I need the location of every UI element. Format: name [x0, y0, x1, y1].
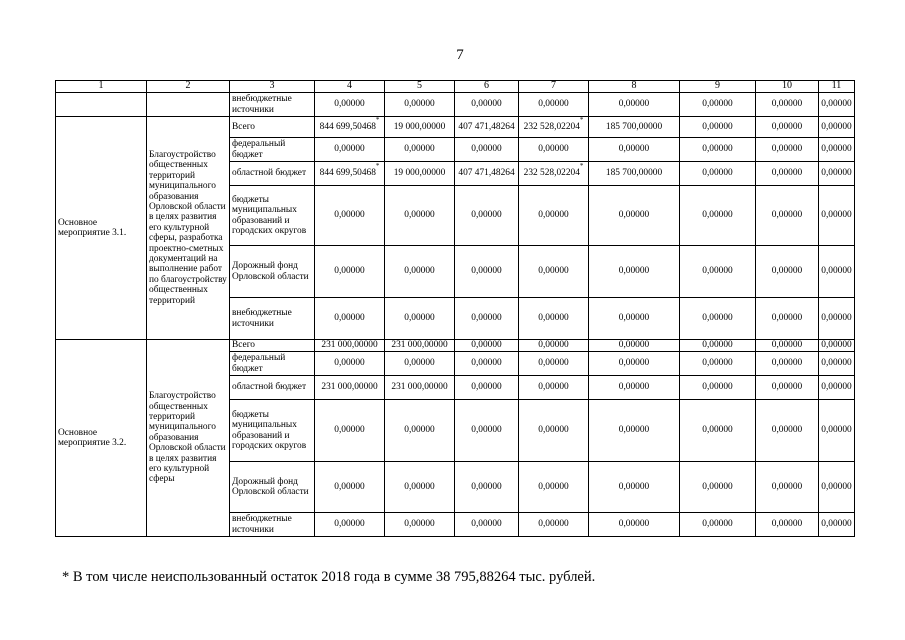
value-cell: 0,00000	[756, 93, 819, 117]
value-cell: 0,00000	[315, 93, 385, 117]
funding-table	[55, 80, 855, 537]
funding-source: Дорожный фонд Орловской области	[230, 462, 315, 513]
value-cell: 0,00000	[589, 186, 680, 246]
table-row	[56, 93, 855, 117]
value-cell: 0,00000	[455, 400, 519, 462]
empty-cell	[56, 93, 147, 117]
value-cell: 0,00000	[315, 352, 385, 376]
value-cell: 0,00000	[680, 513, 756, 537]
value-cell: 0,00000	[680, 298, 756, 340]
value-cell: 185 700,00000	[589, 117, 680, 138]
measure-name: Основное мероприятие 3.2.	[56, 340, 147, 537]
value-cell: 0,00000	[680, 340, 756, 352]
funding-source: федеральный бюджет	[230, 138, 315, 162]
column-number: 6	[455, 81, 519, 93]
value-cell: 0,00000	[756, 352, 819, 376]
column-number: 10	[756, 81, 819, 93]
value-cell: 0,00000	[589, 298, 680, 340]
value-cell: 0,00000	[819, 340, 855, 352]
value-cell: 232 528,02204*	[519, 162, 589, 186]
column-number: 2	[147, 81, 230, 93]
footnote: * В том числе неиспользованный остаток 2018 года в сумме 38 795,88264 тыс. рублей.	[62, 569, 596, 585]
value-cell: 0,00000	[315, 400, 385, 462]
funding-source: внебюджетные источники	[230, 93, 315, 117]
value-cell: 0,00000	[756, 340, 819, 352]
value-cell: 0,00000	[756, 462, 819, 513]
value-cell: 0,00000	[519, 246, 589, 298]
value-cell: 0,00000	[455, 376, 519, 400]
value-cell: 0,00000	[385, 462, 455, 513]
value-cell: 231 000,00000	[315, 340, 385, 352]
value-cell: 0,00000	[385, 93, 455, 117]
funding-source: областной бюджет	[230, 162, 315, 186]
column-number: 4	[315, 81, 385, 93]
value-cell: 0,00000	[385, 138, 455, 162]
funding-source: Дорожный фонд Орловской области	[230, 246, 315, 298]
column-number: 1	[56, 81, 147, 93]
funding-source: Всего	[230, 117, 315, 138]
value-cell: 0,00000	[385, 298, 455, 340]
value-cell: 0,00000	[680, 138, 756, 162]
page-number: 7	[456, 47, 464, 63]
value-cell: 231 000,00000	[385, 340, 455, 352]
value-cell: 0,00000	[385, 246, 455, 298]
value-cell: 0,00000	[819, 376, 855, 400]
value-cell: 0,00000	[455, 138, 519, 162]
value-cell: 0,00000	[756, 298, 819, 340]
value-cell: 0,00000	[589, 340, 680, 352]
value-cell: 0,00000	[455, 352, 519, 376]
value-cell: 0,00000	[819, 93, 855, 117]
value-cell: 0,00000	[315, 462, 385, 513]
value-cell: 0,00000	[589, 138, 680, 162]
value-cell: 0,00000	[756, 117, 819, 138]
value-cell: 185 700,00000	[589, 162, 680, 186]
value-cell: 407 471,48264	[455, 117, 519, 138]
table-row	[56, 340, 855, 352]
value-cell: 0,00000	[455, 186, 519, 246]
value-cell: 0,00000	[589, 352, 680, 376]
column-number: 3	[230, 81, 315, 93]
value-cell: 0,00000	[589, 93, 680, 117]
value-cell: 0,00000	[680, 246, 756, 298]
value-cell: 0,00000	[819, 298, 855, 340]
funding-source: областной бюджет	[230, 376, 315, 400]
value-cell: 0,00000	[519, 376, 589, 400]
value-cell: 0,00000	[680, 93, 756, 117]
value-cell: 0,00000	[680, 186, 756, 246]
value-cell: 0,00000	[819, 246, 855, 298]
value-cell: 0,00000	[589, 462, 680, 513]
value-cell: 0,00000	[455, 462, 519, 513]
value-cell: 0,00000	[315, 186, 385, 246]
value-cell: 0,00000	[455, 298, 519, 340]
value-cell: 0,00000	[315, 298, 385, 340]
column-number: 7	[519, 81, 589, 93]
value-cell: 0,00000	[680, 352, 756, 376]
funding-source: Всего	[230, 340, 315, 352]
footnote-mark: *	[579, 116, 584, 124]
value-cell: 0,00000	[756, 400, 819, 462]
value-cell: 0,00000	[819, 117, 855, 138]
value-cell: 0,00000	[315, 138, 385, 162]
value-cell: 0,00000	[756, 513, 819, 537]
value-cell: 0,00000	[756, 138, 819, 162]
value-cell: 0,00000	[519, 340, 589, 352]
value-cell: 0,00000	[589, 376, 680, 400]
value-cell: 0,00000	[756, 162, 819, 186]
value-cell: 0,00000	[680, 162, 756, 186]
footnote-mark: *	[579, 162, 584, 171]
value-cell: 0,00000	[819, 352, 855, 376]
column-number: 11	[819, 81, 855, 93]
value-cell: 0,00000	[455, 513, 519, 537]
value-cell: 0,00000	[680, 376, 756, 400]
value-cell: 0,00000	[819, 400, 855, 462]
value-cell: 19 000,00000	[385, 162, 455, 186]
value-cell: 0,00000	[756, 186, 819, 246]
value-cell: 0,00000	[819, 513, 855, 537]
value-cell: 0,00000	[680, 400, 756, 462]
value-cell: 0,00000	[819, 162, 855, 186]
value-cell: 0,00000	[385, 513, 455, 537]
value-cell: 0,00000	[455, 93, 519, 117]
value-cell: 0,00000	[589, 400, 680, 462]
value-cell: 0,00000	[385, 352, 455, 376]
value-cell: 0,00000	[589, 246, 680, 298]
funding-source: бюджеты муниципальных образований и городских округов	[230, 400, 315, 462]
value-cell: 0,00000	[385, 186, 455, 246]
value-cell: 231 000,00000	[385, 376, 455, 400]
value-cell: 0,00000	[519, 298, 589, 340]
value-cell: 231 000,00000	[315, 376, 385, 400]
value-cell: 0,00000	[519, 186, 589, 246]
empty-cell	[147, 93, 230, 117]
measure-description: Благоустройство общественных территорий муниципального образования Орловской области в целях развития его культурной сферы, разработка проектно-сметных документаций на выполнение работ по благоустройству общественных территорий	[147, 117, 230, 340]
value-cell: 0,00000	[315, 513, 385, 537]
column-number: 5	[385, 81, 455, 93]
table-row	[56, 117, 855, 138]
funding-source: бюджеты муниципальных образований и городских округов	[230, 186, 315, 246]
value-cell: 0,00000	[756, 246, 819, 298]
measure-name: Основное мероприятие 3.1.	[56, 117, 147, 340]
value-cell: 0,00000	[519, 352, 589, 376]
value-cell: 232 528,02204*	[519, 117, 589, 138]
value-cell: 0,00000	[589, 513, 680, 537]
value-cell: 407 471,48264	[455, 162, 519, 186]
value-cell: 0,00000	[519, 513, 589, 537]
value-cell: 0,00000	[680, 117, 756, 138]
value-cell: 844 699,50468*	[315, 117, 385, 138]
value-cell: 0,00000	[455, 340, 519, 352]
value-cell: 0,00000	[819, 138, 855, 162]
footnote-mark: *	[375, 116, 380, 124]
value-cell: 0,00000	[315, 246, 385, 298]
value-cell: 0,00000	[519, 138, 589, 162]
value-cell: 844 699,50468*	[315, 162, 385, 186]
funding-source: внебюджетные источники	[230, 298, 315, 340]
value-cell: 0,00000	[519, 400, 589, 462]
value-cell: 0,00000	[519, 462, 589, 513]
column-number: 9	[680, 81, 756, 93]
funding-source: внебюджетные источники	[230, 513, 315, 537]
value-cell: 19 000,00000	[385, 117, 455, 138]
value-cell: 0,00000	[680, 462, 756, 513]
value-cell: 0,00000	[455, 246, 519, 298]
value-cell: 0,00000	[756, 376, 819, 400]
funding-source: федеральный бюджет	[230, 352, 315, 376]
value-cell: 0,00000	[519, 93, 589, 117]
footnote-mark: *	[375, 162, 380, 171]
value-cell: 0,00000	[819, 462, 855, 513]
column-number-row	[56, 81, 855, 93]
measure-description: Благоустройство общественных территорий муниципального образования Орловской области в целях развития его культурной сферы	[147, 340, 230, 537]
value-cell: 0,00000	[819, 186, 855, 246]
column-number: 8	[589, 81, 680, 93]
value-cell: 0,00000	[385, 400, 455, 462]
